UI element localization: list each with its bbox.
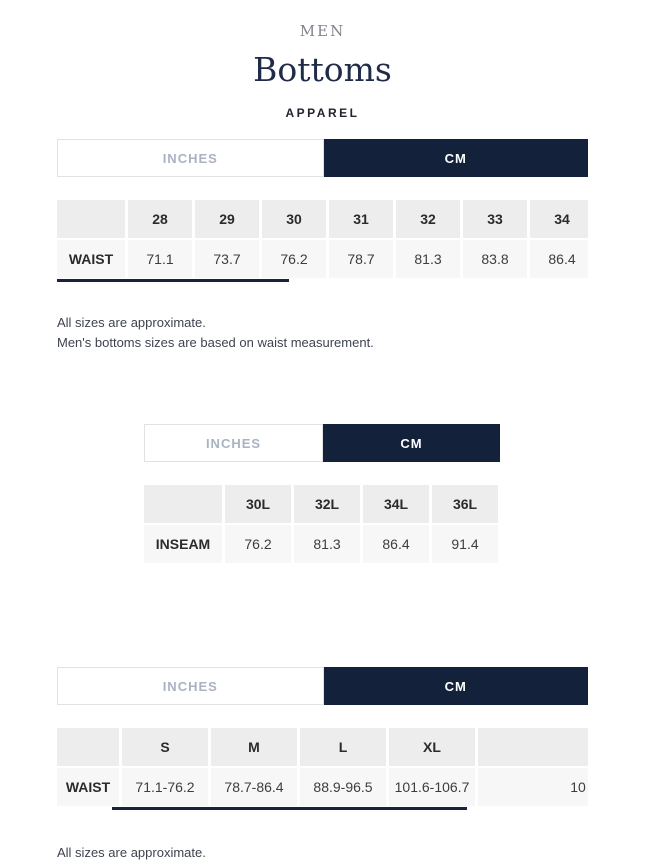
tab-inches[interactable]: INCHES xyxy=(144,424,323,462)
row-label-cell: WAIST xyxy=(57,240,125,278)
corner-spacer-cell xyxy=(57,728,119,766)
horizontal-scrollbar xyxy=(57,279,588,282)
unit-toggle-inseam xyxy=(144,424,500,462)
unit-toggle-waist-numeric xyxy=(57,139,588,177)
size-value-cell: 76.2 xyxy=(225,525,291,563)
size-value-cell: 73.7 xyxy=(195,240,259,278)
table-row xyxy=(144,525,498,563)
size-column-header xyxy=(478,728,588,766)
size-column-header: L xyxy=(300,728,386,766)
size-column-header: 33 xyxy=(463,200,527,238)
table-notes xyxy=(57,843,588,862)
corner-spacer-cell xyxy=(144,485,222,523)
size-value-cell: 81.3 xyxy=(294,525,360,563)
size-column-header: 29 xyxy=(195,200,259,238)
size-guide-page xyxy=(57,0,588,862)
page-title: Bottoms xyxy=(253,50,392,89)
breadcrumb-department: MEN xyxy=(299,22,346,40)
size-column-header: 30L xyxy=(225,485,291,523)
size-column-header: 34 xyxy=(530,200,588,238)
tab-cm[interactable]: CM xyxy=(323,424,500,462)
size-column-header: 32 xyxy=(396,200,460,238)
size-value-cell: 101.6-106.7 xyxy=(389,768,475,806)
note-approximate: All sizes are approximate. xyxy=(57,845,206,860)
horizontal-scrollbar-thumb[interactable] xyxy=(57,279,289,282)
size-column-header: 28 xyxy=(128,200,192,238)
row-label-cell: INSEAM xyxy=(144,525,222,563)
size-value-cell: 81.3 xyxy=(396,240,460,278)
page-header xyxy=(57,0,588,120)
unit-toggle-waist-letter xyxy=(57,667,588,705)
tab-inches[interactable]: INCHES xyxy=(57,139,324,177)
size-table-inseam xyxy=(144,485,588,563)
size-column-header: 32L xyxy=(294,485,360,523)
size-value-cell: 78.7-86.4 xyxy=(211,768,297,806)
size-table-waist-letter[interactable] xyxy=(57,728,588,806)
size-value-cell: 71.1-76.2 xyxy=(122,768,208,806)
size-column-header: 34L xyxy=(363,485,429,523)
size-column-header: M xyxy=(211,728,297,766)
size-value-cell: 10 xyxy=(478,768,588,806)
note-approximate: All sizes are approximate. xyxy=(57,315,206,330)
tab-inches[interactable]: INCHES xyxy=(57,667,324,705)
size-column-header: XL xyxy=(389,728,475,766)
size-value-cell: 88.9-96.5 xyxy=(300,768,386,806)
table-row xyxy=(57,240,588,278)
size-value-cell: 76.2 xyxy=(262,240,326,278)
size-value-cell: 86.4 xyxy=(530,240,588,278)
size-value-cell: 83.8 xyxy=(463,240,527,278)
size-column-header: 30 xyxy=(262,200,326,238)
horizontal-scrollbar xyxy=(57,807,588,810)
size-column-header: 36L xyxy=(432,485,498,523)
row-label-cell: WAIST xyxy=(57,768,119,806)
size-table-waist-numeric[interactable] xyxy=(57,200,588,278)
size-value-cell: 71.1 xyxy=(128,240,192,278)
horizontal-scrollbar-thumb[interactable] xyxy=(112,807,467,810)
size-value-cell: 91.4 xyxy=(432,525,498,563)
tab-cm[interactable]: CM xyxy=(324,139,589,177)
table-header-row xyxy=(57,200,588,238)
table-notes xyxy=(57,313,588,352)
note-waist-measurement: Men's bottoms sizes are based on waist measurement. xyxy=(57,335,374,350)
size-column-header: 31 xyxy=(329,200,393,238)
size-value-cell: 86.4 xyxy=(363,525,429,563)
category-label: APPAREL xyxy=(285,106,360,120)
table-header-row xyxy=(144,485,498,523)
size-value-cell: 78.7 xyxy=(329,240,393,278)
table-row xyxy=(57,768,588,806)
tab-cm[interactable]: CM xyxy=(324,667,589,705)
table-header-row xyxy=(57,728,588,766)
size-column-header: S xyxy=(122,728,208,766)
corner-spacer-cell xyxy=(57,200,125,238)
